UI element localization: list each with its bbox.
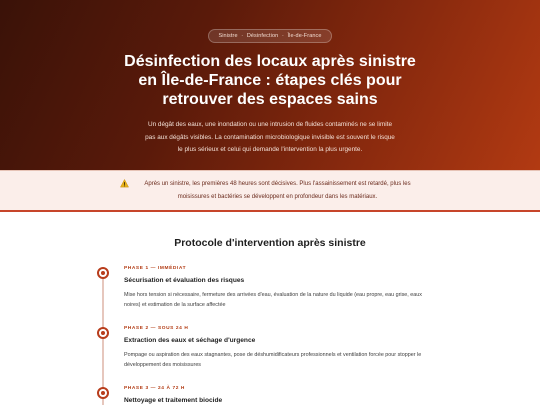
breadcrumb-item-desinfection[interactable]: Désinfection [246, 33, 279, 39]
step-title: Nettoyage et traitement biocide [124, 397, 223, 404]
breadcrumb [208, 29, 331, 43]
step-description: Mise hors tension si nécessaire, fermeture des arrivées d'eau, évaluation de la nature du liquide (eau propre, eau grise, eaux noires) et estimation de la surface affectée [124, 292, 422, 308]
step-title: Sécurisation et évaluation des risques [124, 277, 245, 284]
timeline-step [106, 266, 436, 326]
alert-text: Après un sinistre, les premières 48 heures sont décisives. Plus l'assainissement est retardé, plus les moisissures et bactéries se développent en profondeur dans les matériaux. [144, 181, 411, 200]
timeline [106, 266, 436, 405]
step-description: Pompage ou aspiration des eaux stagnantes, pose de déshumidificateurs professionnels et ventilation forcée pour stopper le développement des moisissures [124, 352, 422, 368]
page-title: Désinfection des locaux après sinistre en Île-de-France : étapes clés pour retrouver des espaces sains [124, 53, 416, 108]
section-title: Protocole d'intervention après sinistre [174, 237, 366, 249]
hero-intro: Un dégât des eaux, une inondation ou une intrusion de fluides contaminés ne se limite pas aux dégâts visibles. La contamination microbiologique invisible est souvent le risque le plus sérieux et celui qui demande l'intervention la plus urgente. [145, 121, 395, 153]
step-phase: PHASE 3 — 24 À 72 H [124, 386, 185, 391]
alert-banner [0, 170, 540, 212]
timeline-step [106, 386, 436, 405]
timeline-step [106, 326, 436, 386]
timeline-dot-icon [97, 267, 109, 279]
timeline-dot-icon [97, 327, 109, 339]
breadcrumb-separator: · [281, 33, 284, 39]
warning-icon [120, 179, 129, 188]
step-title: Extraction des eaux et séchage d'urgence [124, 337, 256, 344]
protocol-section [0, 212, 540, 405]
step-phase: PHASE 1 — IMMÉDIAT [124, 266, 187, 271]
timeline-dot-icon [97, 387, 109, 399]
breadcrumb-item-region: Île-de-France [287, 33, 322, 39]
breadcrumb-separator: · [241, 33, 244, 39]
step-phase: PHASE 2 — SOUS 24 H [124, 326, 189, 331]
hero-banner [0, 0, 540, 170]
breadcrumb-item-sinistre[interactable]: Sinistre [218, 33, 238, 39]
